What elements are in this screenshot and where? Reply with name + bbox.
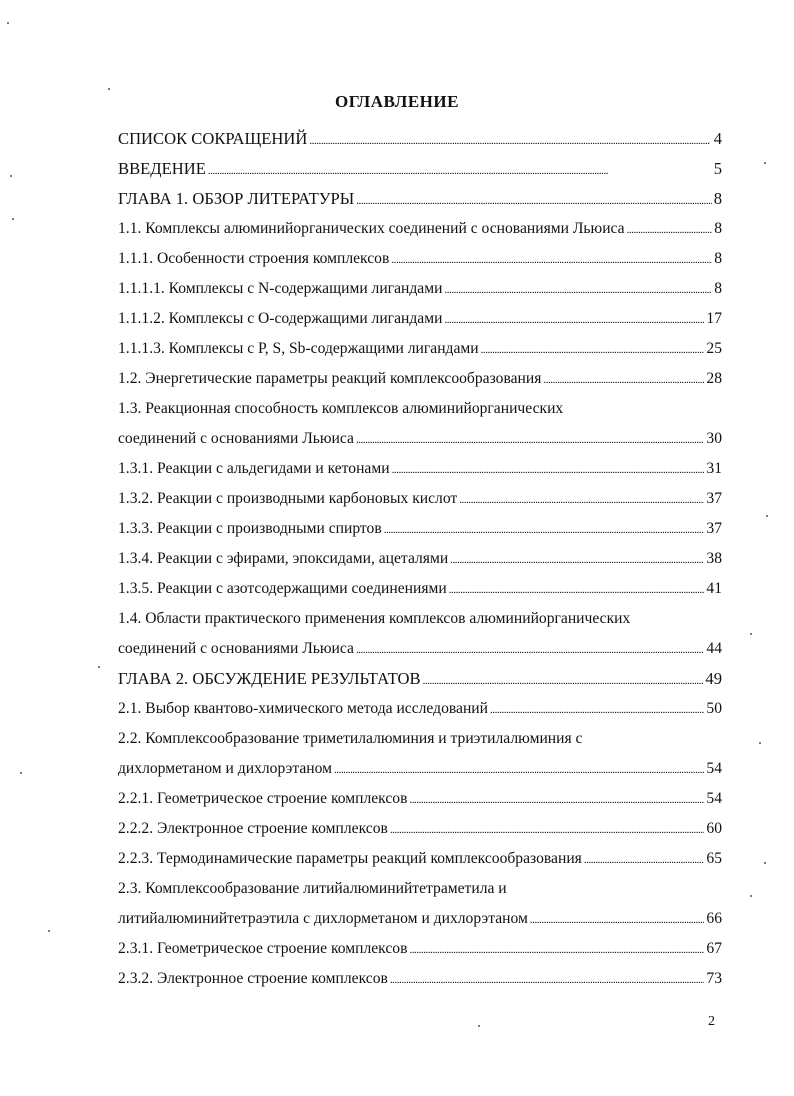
toc-entry[interactable] [118, 454, 722, 484]
toc-entry-page: 25 [706, 340, 722, 357]
scan-speck [108, 88, 110, 90]
toc-entry[interactable] [118, 484, 722, 514]
toc-entry-first-line[interactable] [118, 874, 722, 904]
toc-entry-text: соединений с основаниями Льюиса [118, 640, 354, 657]
dot-leader [392, 454, 705, 484]
scan-speck [98, 666, 100, 668]
toc-entry[interactable] [118, 784, 722, 814]
toc-entry-page: 8 [714, 250, 722, 267]
toc-entry-text: 2.3.1. Геометрическое строение комплексов [118, 940, 408, 957]
toc-entry-page: 60 [706, 820, 722, 837]
toc-entry-first-line[interactable] [118, 604, 722, 634]
dot-leader [627, 214, 713, 244]
toc-entry-text: 1.4. Области практического применения комплексов алюминийорганических [118, 610, 631, 627]
dot-leader [584, 844, 705, 874]
toc-entry-first-line[interactable] [118, 394, 722, 424]
toc-entry-page: 73 [706, 970, 722, 987]
toc-entry-page: 44 [706, 640, 722, 657]
toc-entry-text: 1.1.1.3. Комплексы с Р, S, Sb-содержащими лигандами [118, 340, 479, 357]
toc-entry-abbreviations[interactable] [118, 124, 722, 154]
dot-leader [390, 814, 705, 844]
toc-entry-text: СПИСОК СОКРАЩЕНИЙ [118, 129, 308, 148]
toc-entry-introduction[interactable] [118, 154, 722, 184]
toc-entry[interactable] [118, 934, 722, 964]
dot-leader [530, 904, 705, 934]
toc-entry-page: 49 [705, 669, 722, 688]
toc-entry-text: 2.2.2. Электронное строение комплексов [118, 820, 388, 837]
toc-entry-page: 17 [706, 310, 722, 327]
toc-entry[interactable] [118, 844, 722, 874]
toc-entry[interactable] [118, 574, 722, 604]
dot-leader [409, 784, 704, 814]
toc-entry-text: 2.2. Комплексообразование триметилалюминия и триэтилалюминия с [118, 730, 583, 747]
dot-leader [409, 934, 704, 964]
dot-leader [449, 574, 705, 604]
toc-entry-text: 1.1.1. Особенности строения комплексов [118, 250, 390, 267]
toc-entry-page: 38 [706, 550, 722, 567]
scan-speck [759, 742, 761, 744]
dot-leader [543, 364, 704, 394]
toc-entry[interactable] [118, 334, 722, 364]
toc-entry-page: 65 [706, 850, 722, 867]
dot-leader [356, 184, 711, 214]
toc-entry-page: 8 [714, 280, 722, 297]
dot-leader [309, 124, 711, 154]
scan-speck [764, 162, 766, 164]
toc-entry-text: 1.2. Энергетические параметры реакций комплексообразования [118, 370, 542, 387]
toc-entry[interactable] [118, 754, 722, 784]
toc-entry-text: 1.1.1.2. Комплексы с О-содержащими лигандами [118, 310, 443, 327]
dot-leader [444, 304, 704, 334]
toc-entry[interactable] [118, 964, 722, 994]
dot-leader [391, 244, 712, 274]
toc-entry-page: 41 [706, 580, 722, 597]
toc-entry[interactable] [118, 544, 722, 574]
toc-entry-page: 4 [713, 129, 722, 148]
scan-speck [20, 772, 22, 774]
dot-leader [481, 334, 705, 364]
dot-leader [444, 274, 712, 304]
toc-entry[interactable] [118, 424, 722, 454]
scan-speck [750, 895, 752, 897]
toc-entry-text: 2.2.1. Геометрическое строение комплексов [118, 790, 408, 807]
toc-entry-page: 50 [706, 700, 722, 717]
toc-entry-text: 1.1.1.1. Комплексы с N-содержащими лигандами [118, 280, 443, 297]
toc-entry-text: литийалюминийтетраэтила с дихлорметаном и дихлорэтаном [118, 910, 528, 927]
toc-entry-text: 2.3. Комплексообразование литийалюминийтетраметила и [118, 880, 507, 897]
toc-entry-text: 1.3.3. Реакции с производными спиртов [118, 520, 382, 537]
dot-leader [490, 694, 704, 724]
scan-speck [12, 218, 14, 220]
toc-entry-page: 54 [706, 760, 722, 777]
toc-entry[interactable] [118, 364, 722, 394]
toc-entry[interactable] [118, 304, 722, 334]
dot-leader [384, 514, 705, 544]
page-title: ОГЛАВЛЕНИЕ [335, 92, 459, 111]
toc-entry-text: ГЛАВА 2. ОБСУЖДЕНИЕ РЕЗУЛЬТАТОВ [118, 669, 421, 688]
toc-entry-text: ВВЕДЕНИЕ [118, 159, 206, 178]
toc-entry-chapter-2[interactable] [118, 664, 722, 694]
toc-entry-page: 8 [713, 189, 722, 208]
toc-entry-page: 31 [706, 460, 722, 477]
toc-entry-page: 30 [706, 430, 722, 447]
toc-entry-text: дихлорметаном и дихлорэтаном [118, 760, 332, 777]
toc-entry-text: 1.3.2. Реакции с производными карбоновых кислот [118, 490, 458, 507]
scan-speck [478, 1025, 480, 1027]
toc-entry-text: ГЛАВА 1. ОБЗОР ЛИТЕРАТУРЫ [118, 189, 355, 208]
scan-speck [750, 633, 752, 635]
toc-entry-text: соединений с основаниями Льюиса [118, 430, 354, 447]
dot-leader [423, 664, 704, 694]
toc-entry[interactable] [118, 814, 722, 844]
dot-leader [334, 754, 704, 784]
dot-leader [450, 544, 704, 574]
toc-entry-text: 1.3.1. Реакции с альдегидами и кетонами [118, 460, 390, 477]
scan-speck [764, 862, 766, 864]
toc-entry[interactable] [118, 274, 722, 304]
dot-leader [356, 424, 704, 454]
toc-entry-text: 1.1. Комплексы алюминийорганических соединений с основаниями Льюиса [118, 220, 625, 237]
page-number: 2 [708, 1014, 715, 1029]
toc-entry-first-line[interactable] [118, 724, 722, 754]
dot-leader [459, 484, 704, 514]
dot-leader [208, 154, 712, 184]
toc-entry-page: 5 [713, 159, 722, 178]
toc-entry[interactable] [118, 904, 722, 934]
scan-speck [766, 515, 768, 517]
toc-entry[interactable] [118, 634, 722, 664]
scan-speck [7, 22, 9, 24]
toc-entry-page: 37 [706, 490, 722, 507]
scan-speck [48, 930, 50, 932]
toc-entry[interactable] [118, 214, 722, 244]
dot-leader [356, 634, 704, 664]
toc-entry-chapter-1[interactable] [118, 184, 722, 214]
toc-entry-page: 37 [706, 520, 722, 537]
toc-entry-page: 8 [714, 220, 722, 237]
toc-entry-page: 66 [706, 910, 722, 927]
scan-speck [10, 175, 12, 177]
toc-entry-text: 1.3. Реакционная способность комплексов алюминийорганических [118, 400, 564, 417]
toc-entry-text: 2.1. Выбор квантово-химического метода исследований [118, 700, 488, 717]
toc-entry[interactable] [118, 694, 722, 724]
toc-entry-text: 2.3.2. Электронное строение комплексов [118, 970, 388, 987]
toc-entry-page: 54 [706, 790, 722, 807]
toc-entry-page: 28 [706, 370, 722, 387]
toc-entry-text: 1.3.5. Реакции с азотсодержащими соединениями [118, 580, 447, 597]
toc-entry-page: 67 [706, 940, 722, 957]
dot-leader [390, 964, 705, 994]
toc-entry-text: 1.3.4. Реакции с эфирами, эпоксидами, ацеталями [118, 550, 449, 567]
toc-entry-text: 2.2.3. Термодинамические параметры реакций комплексообразования [118, 850, 582, 867]
toc-entry[interactable] [118, 514, 722, 544]
table-of-contents [118, 124, 722, 994]
toc-entry[interactable] [118, 244, 722, 274]
